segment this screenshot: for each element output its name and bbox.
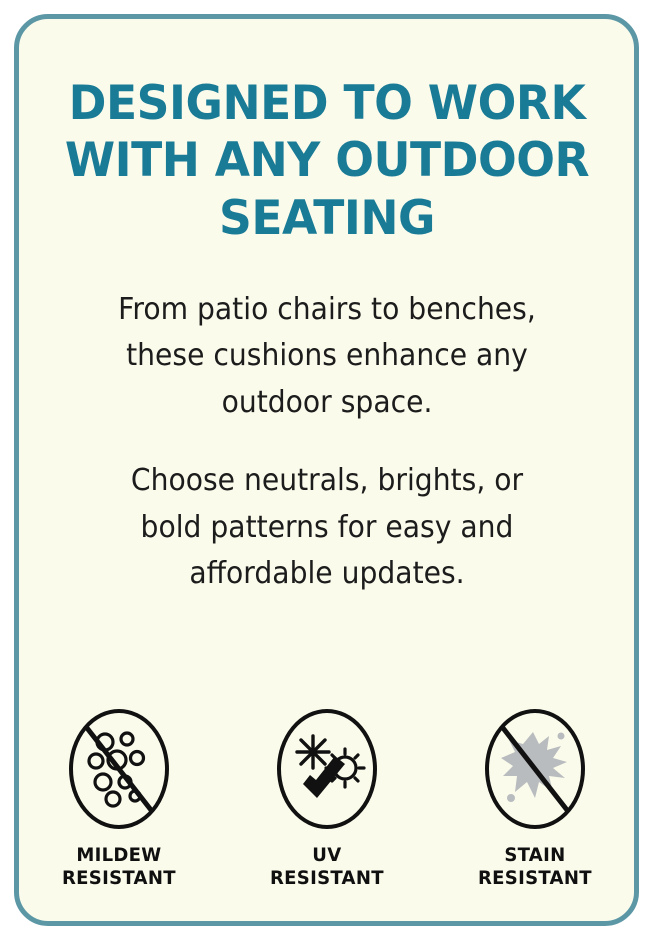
- feature-label-stain: [478, 844, 592, 892]
- paragraph-2: Choose neutrals, brights, or bold patterns for easy and affordable updates.: [130, 463, 523, 592]
- body-copy: [106, 287, 548, 598]
- feature-label-line2: RESISTANT: [477, 867, 592, 890]
- mildew-resistant-icon: [65, 706, 173, 832]
- stain-resistant-icon: [481, 706, 589, 832]
- feature-label-line2: RESISTANT: [269, 867, 384, 890]
- feature-label-mildew: [62, 844, 176, 892]
- feature-label-line1: MILDEW: [75, 843, 162, 866]
- feature-stain-resistant: [460, 706, 610, 892]
- product-feature-card: [14, 14, 639, 926]
- feature-label-line1: STAIN: [503, 843, 566, 866]
- feature-uv-resistant: [252, 706, 402, 892]
- paragraph-1: From patio chairs to benches, these cushions enhance any outdoor space.: [117, 291, 536, 420]
- feature-label-line1: UV: [311, 843, 342, 866]
- feature-badge-list: [19, 706, 634, 892]
- page-title: DESIGNED TO WORK WITH ANY OUTDOOR SEATING: [64, 76, 589, 246]
- feature-label-line2: RESISTANT: [61, 867, 176, 890]
- feature-label-uv: [270, 844, 384, 892]
- uv-resistant-icon: [273, 706, 381, 832]
- feature-mildew-resistant: [44, 706, 194, 892]
